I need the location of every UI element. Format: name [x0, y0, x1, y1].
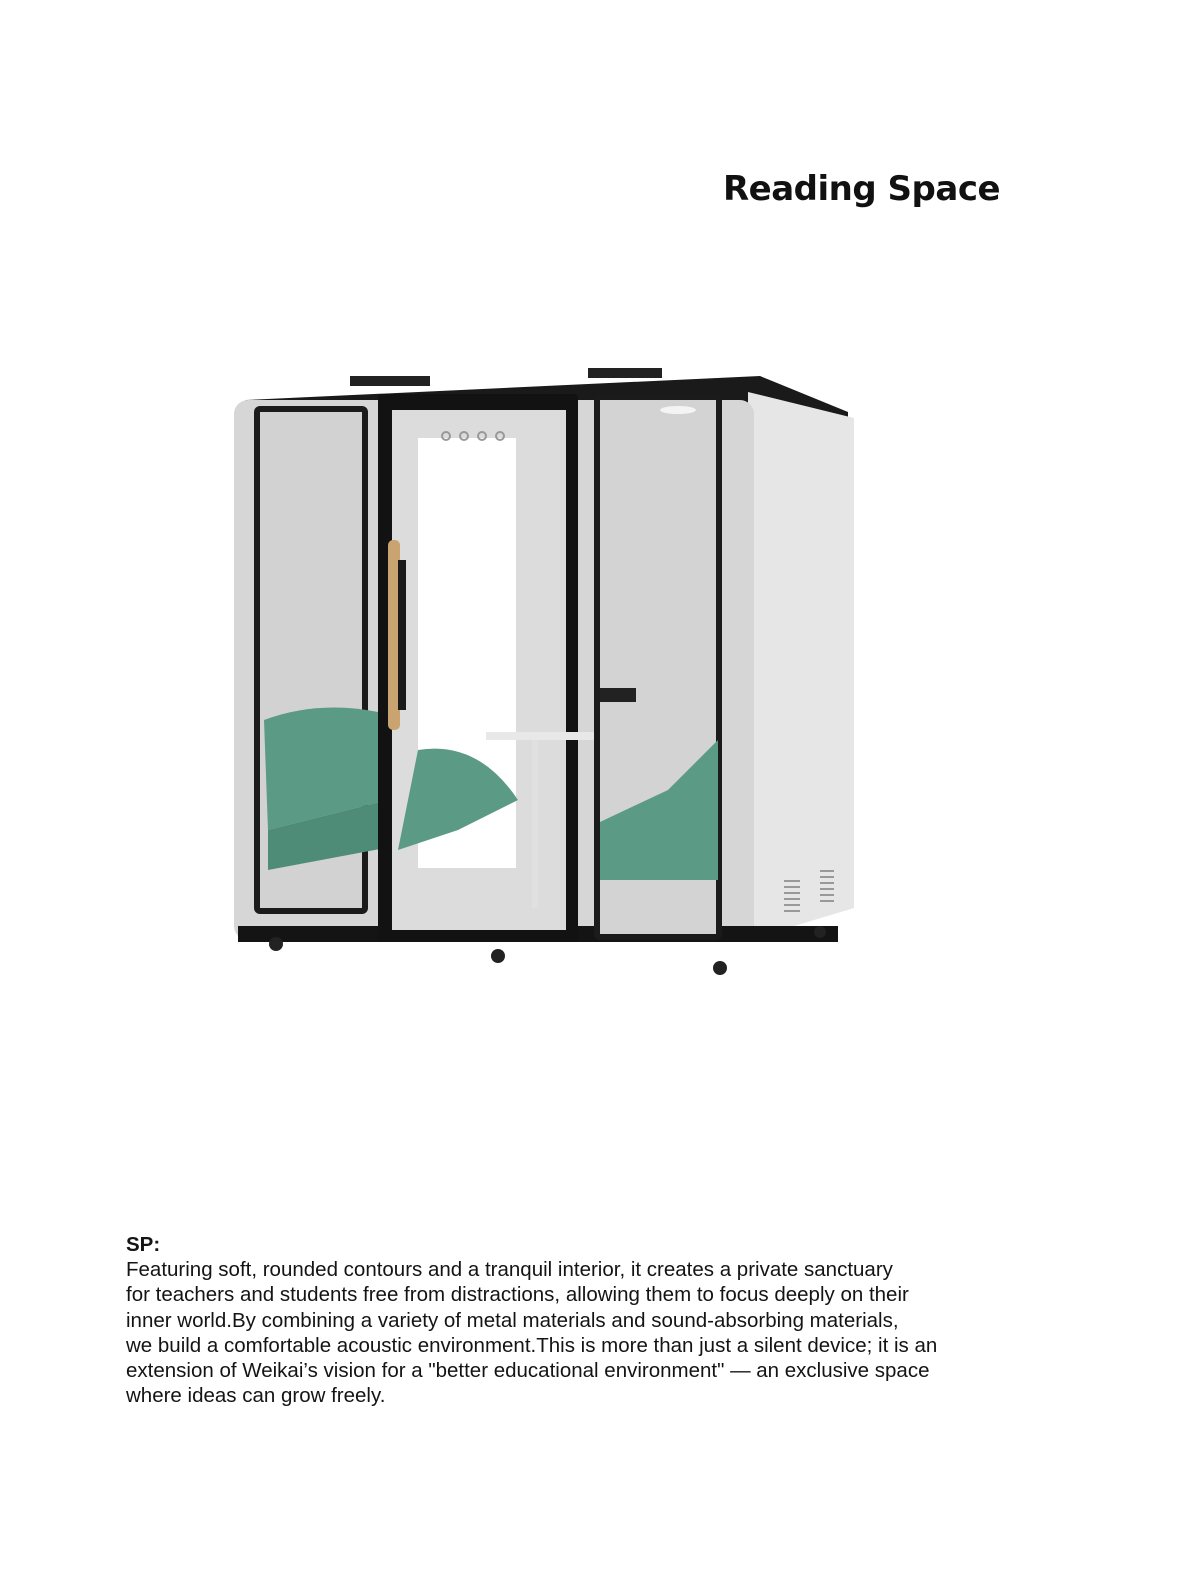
table-leg [532, 740, 538, 908]
description-line: extension of Weikai’s vision for a "better educational environment" — an exclusive space [126, 1359, 930, 1383]
product-description [126, 1232, 1026, 1408]
caster [713, 961, 727, 975]
description-line: Featuring soft, rounded contours and a tranquil interior, it creates a private sanctuary [126, 1258, 893, 1282]
roof-bracket [588, 368, 662, 378]
caster [814, 926, 826, 938]
description-line: inner world.By combining a variety of metal materials and sound-absorbing materials, [126, 1308, 899, 1332]
description-line: where ideas can grow freely. [126, 1384, 386, 1408]
booth-side-panel [748, 392, 854, 940]
caster [491, 949, 505, 963]
description-heading: SP: [126, 1233, 161, 1256]
description-line: we build a comfortable acoustic environment.This is more than just a silent device; it is an [126, 1333, 938, 1357]
caster [269, 937, 283, 951]
power-socket [600, 688, 636, 702]
reading-booth-illustration [228, 360, 868, 980]
door-handle-grip [398, 560, 406, 710]
reading-booth-image [228, 360, 868, 980]
page-title: Reading Space [723, 168, 1001, 209]
ceiling-light [660, 406, 696, 414]
roof-bracket [350, 376, 430, 386]
description-line: for teachers and students free from distractions, allowing them to focus deeply on their [126, 1283, 909, 1307]
